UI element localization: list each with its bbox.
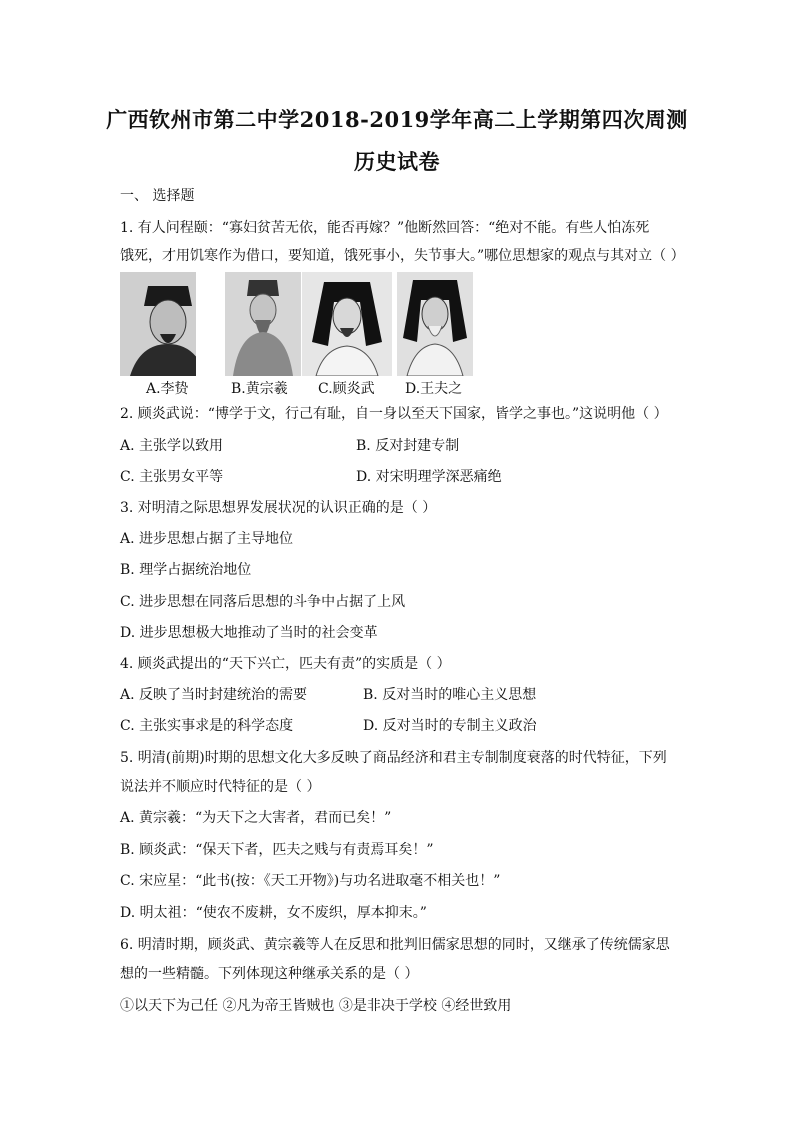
q2-option-c: C. 主张男女平等: [120, 469, 224, 485]
exam-title-line2: 历史试卷: [354, 149, 440, 174]
q3-stem: 3. 对明清之际思想界发展状况的认识正确的是（ ）: [120, 500, 437, 516]
q2-stem: 2. 顾炎武说：“博学于文，行己有耻，自一身以至天下国家，皆学之事也。”这说明他（ ）: [120, 406, 668, 422]
q4-stem: 4. 顾炎武提出的“天下兴亡，匹夫有责”的实质是（ ）: [120, 656, 451, 672]
q1-option-b-label: B.黄宗羲: [231, 381, 288, 397]
q1-option-d-label: D.王夫之: [405, 381, 463, 397]
q4-option-b: B. 反对当时的唯心主义思想: [363, 687, 537, 703]
q5-option-b: B. 顾炎武：“保天下者，匹夫之贱与有责焉耳矣！”: [120, 842, 434, 858]
q1-option-a: [120, 272, 196, 400]
q1-stem-line1: 1. 有人问程颐：“寡妇贫苦无依，能否再嫁？”他断然回答：“绝对不能。有些人怕冻死: [120, 220, 650, 236]
q1-stem-line2: 饿死，才用饥寒作为借口，要知道，饿死事小，失节事大。”哪位思想家的观点与其对立（ ）: [120, 248, 685, 264]
q6-stem-line2: 想的一些精髓。下列体现这种继承关系的是（ ）: [120, 966, 419, 982]
exam-title-line1: 广西钦州市第二中学2018-2019学年高二上学期第四次周测: [106, 107, 688, 132]
q2-option-a: A. 主张学以致用: [120, 438, 224, 454]
q3-option-b: B. 理学占据统治地位: [120, 562, 252, 578]
q4-option-a: A. 反映了当时封建统治的需要: [120, 687, 308, 703]
q1-portrait-options: [120, 272, 480, 400]
q4-option-c: C. 主张实事求是的科学态度: [120, 718, 294, 734]
q5-option-a: A. 黄宗羲：“为天下之大害者，君而已矣！”: [120, 810, 392, 826]
q3-option-d: D. 进步思想极大地推动了当时的社会变革: [120, 625, 378, 641]
q6-items: ①以天下为己任 ②凡为帝王皆贼也 ③是非决于学校 ④经世致用: [120, 998, 512, 1014]
portrait-li-zhi-image: [120, 272, 196, 376]
q3-option-a: A. 进步思想占据了主导地位: [120, 531, 294, 547]
q1-option-c-label: C.顾炎武: [318, 381, 375, 397]
q2-option-b: B. 反对封建专制: [356, 438, 460, 454]
q1-option-d: [397, 272, 473, 400]
q5-stem-line1: 5. 明清(前期)时期的思想文化大多反映了商品经济和君主专制制度衰落的时代特征，下列: [120, 750, 667, 766]
q5-option-d: D. 明太祖：“使农不废耕，女不废织，厚本抑末。”: [120, 905, 427, 921]
portrait-wang-fuzhi-image: [397, 272, 473, 376]
portrait-gu-yanwu-image: [302, 272, 392, 376]
q1-option-a-label: A.李贽: [146, 381, 189, 397]
q1-option-c: [302, 272, 378, 400]
q1-option-b: [225, 272, 301, 400]
q6-stem-line1: 6. 明清时期，顾炎武、黄宗羲等人在反思和批判旧儒家思想的同时，又继承了传统儒家思: [120, 937, 670, 953]
section-heading: 一、 选择题: [120, 188, 195, 204]
q2-option-d: D. 对宋明理学深恶痛绝: [356, 469, 502, 485]
q5-stem-line2: 说法并不顺应时代特征的是（ ）: [120, 779, 321, 795]
q5-option-c: C. 宋应星：“此书(按：《天工开物》)与功名进取毫不相关也！”: [120, 873, 501, 889]
portrait-huang-zongxi-image: [225, 272, 301, 376]
q3-option-c: C. 进步思想在同落后思想的斗争中占据了上风: [120, 594, 406, 610]
q4-option-d: D. 反对当时的专制主义政治: [363, 718, 537, 734]
